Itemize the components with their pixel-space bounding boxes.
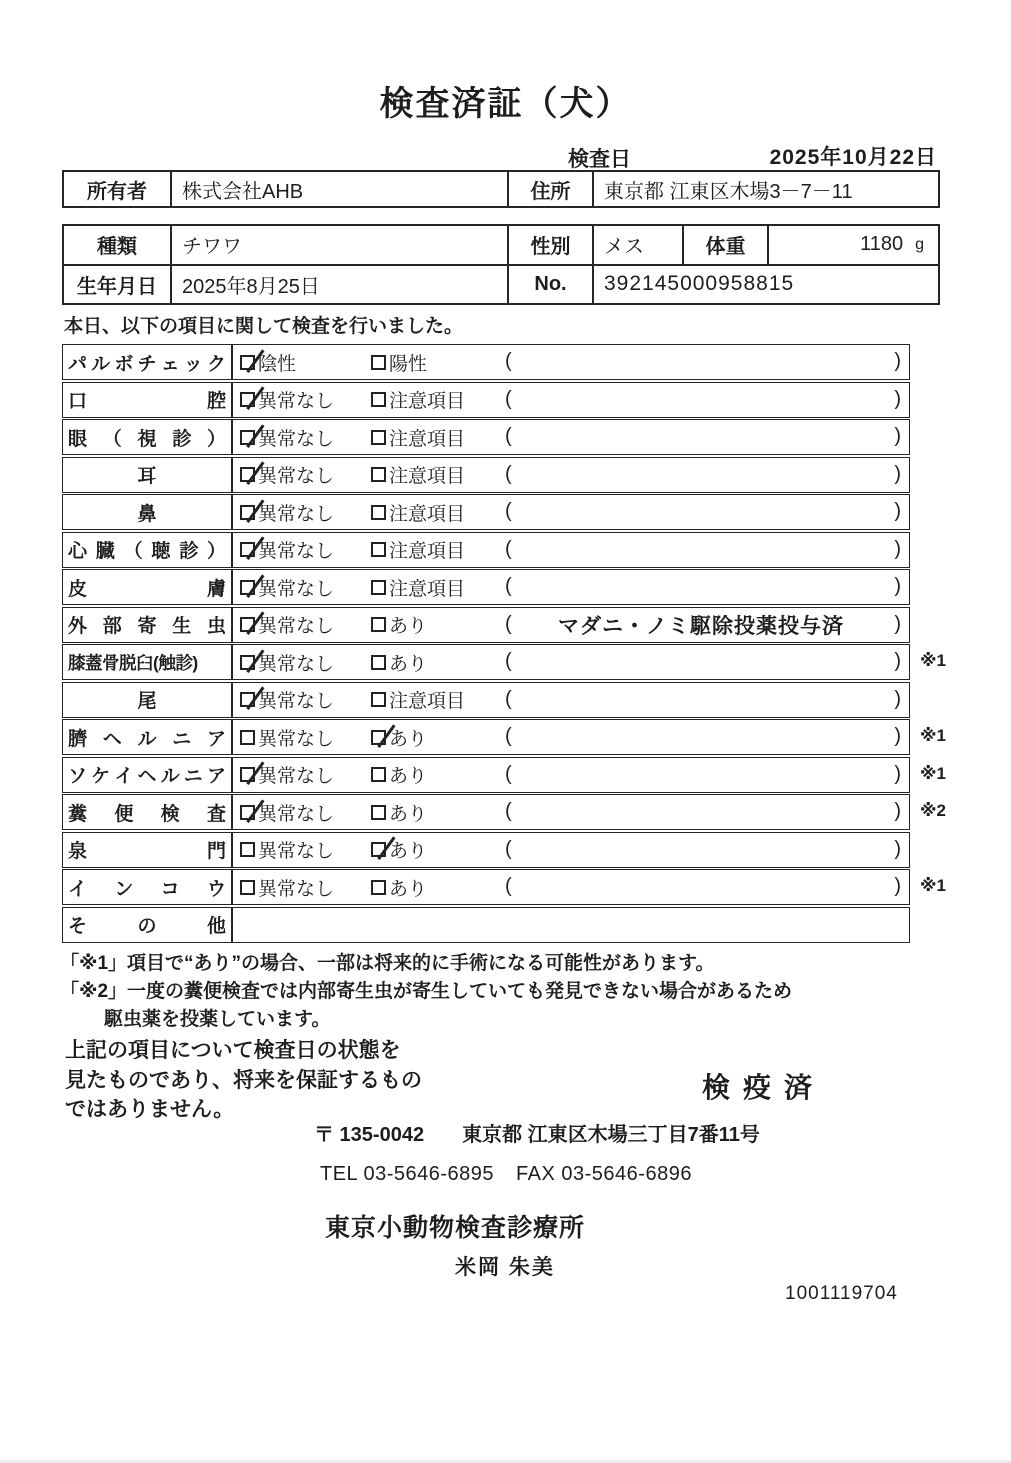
- item-name: [63, 720, 233, 754]
- checklist-row: [62, 719, 946, 755]
- clinic-address: 東京都 江東区木場三丁目7番11号: [462, 1124, 760, 1146]
- item-name-char: ヘ: [137, 766, 157, 787]
- paren-open: (: [505, 350, 512, 372]
- checklist-row: [62, 907, 910, 943]
- paren-open: (: [505, 650, 512, 672]
- item-name-char: 検: [160, 803, 180, 825]
- option: [240, 383, 334, 417]
- option-label: 陰性: [258, 353, 297, 375]
- ref-mark: ※1: [920, 726, 946, 745]
- option: [240, 458, 334, 492]
- item-options: [233, 345, 909, 379]
- option-label: 異常なし: [258, 878, 335, 900]
- option: [371, 683, 465, 717]
- option: [371, 795, 427, 829]
- checklist-row: [62, 757, 946, 793]
- item-name: [63, 683, 233, 717]
- checklist-row: [62, 494, 910, 530]
- checkbox-checked: [240, 617, 255, 632]
- clinic-tel: TEL 03-5646-6895: [320, 1163, 495, 1185]
- checkbox-unchecked: [371, 880, 386, 895]
- checkbox-checked: [240, 767, 255, 782]
- item-options: [233, 795, 909, 829]
- checkbox-checked: [240, 805, 255, 820]
- birth-value: 2025年8月25日: [170, 266, 507, 304]
- item-name-char: ル: [137, 728, 157, 750]
- paren-open: (: [505, 875, 512, 897]
- option: [371, 533, 465, 567]
- item-name-char: ソ: [68, 766, 88, 787]
- paren-close: ): [894, 837, 901, 860]
- checklist-row: [62, 607, 910, 643]
- ref-mark: ※1: [920, 651, 946, 670]
- option: [240, 758, 334, 792]
- item-name: [63, 758, 233, 792]
- option-label: 異常なし: [258, 841, 335, 862]
- checkbox-checked: [240, 542, 255, 557]
- ref-mark: ※1: [920, 763, 946, 783]
- paren-open: (: [505, 725, 512, 747]
- item-name-char: 皮: [68, 578, 88, 600]
- paren-open: (: [505, 687, 512, 710]
- item-name-char: 生: [172, 616, 192, 637]
- item-name-char: の: [137, 916, 157, 937]
- owner-table: [62, 170, 940, 208]
- owner-value: 株式会社AHB: [170, 172, 507, 206]
- footnotes: [60, 950, 792, 1034]
- item-name-char: 虫: [206, 616, 226, 637]
- item-name-char: ヘ: [102, 728, 122, 750]
- checkbox-unchecked: [371, 430, 386, 445]
- paren-open: (: [505, 425, 512, 447]
- item-name-char: そ: [68, 916, 88, 937]
- checkbox-unchecked: [371, 617, 386, 632]
- breed-row: [64, 226, 938, 264]
- ref-mark: ※1: [920, 876, 946, 895]
- item-name-char: ボ: [114, 353, 134, 375]
- item-name-char: 視: [137, 428, 157, 450]
- item-name-char: 耳: [137, 466, 157, 487]
- address-label: 住所: [507, 172, 592, 206]
- paren-open: (: [505, 537, 512, 560]
- option-label: 異常なし: [258, 616, 335, 637]
- item-name-char: 診: [172, 428, 192, 450]
- paren-close: ): [894, 725, 901, 747]
- clinic-name: 東京小動物検査診療所: [325, 1214, 586, 1242]
- item-name-char: （: [102, 428, 122, 450]
- item-name-char: イ: [114, 766, 134, 787]
- item-name-char: イ: [68, 878, 88, 900]
- address-value: 東京都 江東区木場3－7－11: [592, 172, 938, 206]
- checklist-row: [62, 457, 910, 493]
- disclaimer: [65, 1036, 422, 1125]
- paren-close: ): [894, 462, 901, 485]
- paren-open: (: [505, 612, 512, 635]
- item-name-char: 膚: [206, 578, 226, 600]
- vet-name: 米岡 朱美: [455, 1256, 555, 1279]
- option: [240, 345, 296, 379]
- paren-open: (: [505, 800, 512, 822]
- breed-label: 種類: [97, 236, 137, 259]
- paren-open: (: [505, 462, 512, 485]
- checkbox-checked: [240, 355, 255, 370]
- paren-note: マダニ・ノミ駆除投薬投与済: [558, 614, 844, 638]
- checkbox-unchecked: [240, 730, 255, 745]
- weight-unit: g: [915, 235, 924, 253]
- option: [240, 645, 334, 679]
- checklist-row: [62, 832, 910, 868]
- item-name-char: 泉: [68, 841, 88, 862]
- option-label: 異常なし: [258, 391, 335, 412]
- paren-open: (: [505, 762, 512, 785]
- item-name-char: ッ: [183, 353, 203, 375]
- option-label: 注意項目: [389, 503, 466, 525]
- item-name-char: 査: [206, 803, 226, 825]
- item-name-char: 膝蓋骨脱臼(触診): [68, 652, 198, 673]
- disclaimer-line1: 上記の項目について検査日の状態を: [65, 1039, 401, 1062]
- checkbox-checked: [371, 842, 386, 857]
- footnote-1: 「※1」項目で“あり”の場合、一部は将来的に手術になる可能性があります。: [60, 953, 715, 974]
- owner-row: [64, 172, 938, 206]
- item-options: [233, 533, 909, 567]
- item-name-char: パ: [68, 353, 88, 375]
- option-label: 陽性: [389, 353, 428, 375]
- item-options: [233, 608, 909, 642]
- checkbox-unchecked: [371, 392, 386, 407]
- serial-number: 1001119704: [785, 1283, 898, 1304]
- option-label: あり: [389, 803, 428, 825]
- birth-label: 生年月日: [77, 275, 157, 298]
- item-name: [63, 458, 233, 492]
- option-label: 異常なし: [258, 503, 335, 525]
- option: [240, 608, 334, 642]
- option: [240, 420, 334, 454]
- item-name-char: 部: [102, 616, 122, 637]
- item-name: [63, 345, 233, 379]
- checklist-row: [62, 682, 910, 718]
- animal-table: [62, 224, 940, 305]
- intro-sentence: 本日、以下の項目に関して検査を行いました。: [64, 316, 464, 337]
- no-label: No.: [507, 266, 592, 304]
- item-name-char: 寄: [137, 616, 157, 637]
- item-options: [233, 720, 909, 754]
- option-label: 異常なし: [258, 428, 335, 450]
- checkbox-checked: [240, 580, 255, 595]
- checkbox-unchecked: [371, 467, 386, 482]
- clinic-tel-line: [320, 1163, 692, 1186]
- item-name-char: ア: [206, 728, 226, 750]
- option: [371, 345, 427, 379]
- item-options: [233, 420, 909, 454]
- paren-close: ): [894, 762, 901, 785]
- clinic-postal-line: [314, 1118, 760, 1147]
- paren-close: ): [894, 387, 901, 410]
- option: [371, 420, 465, 454]
- scan-edge: [0, 1458, 1011, 1463]
- weight-label: 体重: [682, 226, 767, 264]
- item-name: [63, 383, 233, 417]
- clinic-fax: FAX 03-5646-6896: [516, 1163, 692, 1185]
- item-name: [63, 908, 233, 942]
- option-label: 異常なし: [258, 803, 335, 825]
- item-name: [63, 795, 233, 829]
- checkbox-checked: [240, 692, 255, 707]
- checkbox-checked: [240, 430, 255, 445]
- page-title: 検査済証（犬）: [379, 85, 632, 123]
- option-label: 注意項目: [389, 428, 466, 450]
- item-name-char: 腔: [206, 391, 226, 412]
- option: [371, 608, 427, 642]
- option: [240, 570, 334, 604]
- option-label: 異常なし: [258, 766, 335, 787]
- checkbox-checked: [240, 655, 255, 670]
- item-name-char: 門: [206, 841, 226, 862]
- item-name-char: ェ: [160, 353, 180, 375]
- paren-close: ): [894, 537, 901, 560]
- ref-mark: ※2: [920, 801, 946, 820]
- option: [240, 720, 334, 754]
- paren-close: ): [894, 500, 901, 522]
- item-options: [233, 458, 909, 492]
- footnote-2-line1: 「※2」一度の糞便検査では内部寄生虫が寄生していても発見できない場合があるため: [60, 981, 793, 1002]
- checkbox-checked: [240, 392, 255, 407]
- option: [240, 833, 334, 867]
- option-label: 異常なし: [258, 578, 335, 600]
- checklist-row: [62, 344, 910, 380]
- paren-open: (: [505, 575, 512, 597]
- option: [371, 870, 427, 904]
- paren-close: ): [894, 687, 901, 710]
- item-name-char: ル: [91, 353, 111, 375]
- no-value: 392145000958815: [592, 266, 938, 304]
- footnote-2-line2: 駆虫薬を投薬しています。: [104, 1009, 331, 1030]
- item-options: [233, 495, 909, 529]
- checkbox-unchecked: [371, 505, 386, 520]
- checklist-rows: [62, 344, 946, 944]
- item-name-char: 口: [68, 391, 88, 412]
- sex-value: メス: [592, 226, 682, 264]
- disclaimer-line3: ではありません。: [65, 1098, 235, 1121]
- checkbox-unchecked: [371, 767, 386, 782]
- item-name-char: ン: [114, 878, 134, 900]
- item-name-char: 眼: [68, 428, 88, 450]
- checkbox-unchecked: [371, 692, 386, 707]
- item-options: [233, 833, 909, 867]
- checkbox-unchecked: [371, 542, 386, 557]
- item-name-char: ク: [206, 353, 226, 375]
- checkbox-unchecked: [240, 880, 255, 895]
- checkbox-unchecked: [371, 580, 386, 595]
- birth-row: [64, 264, 938, 304]
- option-label: 異常なし: [258, 728, 335, 750]
- item-name: [63, 533, 233, 567]
- option-label: 異常なし: [258, 541, 335, 562]
- item-name-char: 尾: [137, 691, 157, 712]
- item-name-char: ウ: [206, 878, 226, 900]
- paren-close: ): [894, 800, 901, 822]
- checklist-row: [62, 794, 946, 830]
- item-name-char: 外: [68, 616, 88, 637]
- item-name-char: ア: [206, 766, 226, 787]
- option: [240, 870, 334, 904]
- checklist-row: [62, 569, 910, 605]
- item-name: [63, 420, 233, 454]
- item-name-char: 臓: [95, 541, 115, 562]
- item-name-char: 臍: [68, 728, 88, 750]
- paren-open: (: [505, 837, 512, 860]
- item-name-char: ）: [206, 541, 226, 562]
- checklist-row: [62, 419, 910, 455]
- option: [371, 383, 465, 417]
- option-label: 注意項目: [389, 391, 466, 412]
- owner-label: 所有者: [87, 180, 147, 203]
- option-label: あり: [389, 878, 428, 900]
- option-label: あり: [389, 653, 428, 675]
- paren-close: ): [894, 425, 901, 447]
- option-label: 異常なし: [258, 466, 335, 487]
- option-label: 注意項目: [389, 466, 466, 487]
- option: [240, 795, 334, 829]
- option-label: 注意項目: [389, 691, 466, 712]
- checklist-row: [62, 869, 946, 905]
- checkbox-unchecked: [371, 805, 386, 820]
- item-name-char: 鼻: [137, 503, 157, 525]
- inspection-date-label: 検査日: [568, 148, 631, 171]
- paren-close: ): [894, 350, 901, 372]
- weight-value: [767, 226, 938, 264]
- checkbox-unchecked: [371, 355, 386, 370]
- option-label: あり: [389, 841, 428, 862]
- checklist-row: [62, 382, 910, 418]
- item-name: [63, 570, 233, 604]
- paren-open: (: [505, 500, 512, 522]
- item-options: [233, 758, 909, 792]
- option: [240, 533, 334, 567]
- checkbox-checked: [371, 730, 386, 745]
- item-name-char: 聴: [151, 541, 171, 562]
- item-name-char: （: [123, 541, 143, 562]
- item-name-char: 心: [68, 541, 88, 562]
- checkbox-unchecked: [371, 655, 386, 670]
- paren-close: ): [894, 875, 901, 897]
- option-label: 注意項目: [389, 578, 466, 600]
- item-options: [233, 908, 909, 942]
- paren-open: (: [505, 387, 512, 410]
- option-label: あり: [389, 728, 428, 750]
- weight-number: 1180: [860, 233, 904, 256]
- option-label: あり: [389, 616, 428, 637]
- option-label: 異常なし: [258, 653, 335, 675]
- inspection-date-value: 2025年10月22日: [769, 146, 937, 169]
- option: [240, 683, 334, 717]
- postal-code: 〒 135-0042: [314, 1124, 425, 1146]
- item-name: [63, 608, 233, 642]
- item-name-char: コ: [160, 878, 180, 900]
- option: [371, 758, 427, 792]
- paren-close: ): [894, 650, 901, 672]
- checkbox-checked: [240, 505, 255, 520]
- option: [371, 645, 427, 679]
- item-name: [63, 833, 233, 867]
- option: [371, 833, 427, 867]
- option-label: 異常なし: [258, 691, 335, 712]
- item-name-char: ニ: [172, 728, 192, 750]
- item-name-char: ニ: [183, 766, 203, 787]
- item-name-char: ル: [160, 766, 180, 787]
- checklist-row: [62, 532, 910, 568]
- option: [240, 495, 334, 529]
- paren-close: ): [894, 575, 901, 597]
- disclaimer-line2: 見たものであり、将来を保証するもの: [65, 1068, 422, 1092]
- breed-value: チワワ: [170, 226, 507, 264]
- option: [371, 570, 465, 604]
- item-name-char: チ: [137, 353, 157, 375]
- item-options: [233, 383, 909, 417]
- item-name: [63, 870, 233, 904]
- option: [371, 720, 427, 754]
- item-name: [63, 495, 233, 529]
- item-name-char: 便: [114, 803, 134, 825]
- item-name-char: 他: [206, 916, 226, 937]
- item-name-char: 診: [179, 541, 199, 562]
- option-label: 注意項目: [389, 541, 466, 562]
- item-name-char: 糞: [68, 803, 88, 825]
- item-options: [233, 645, 909, 679]
- sex-label: 性別: [507, 226, 592, 264]
- item-options: [233, 570, 909, 604]
- checkbox-checked: [240, 467, 255, 482]
- item-name-char: ケ: [91, 766, 111, 787]
- option: [371, 495, 465, 529]
- checklist-row: [62, 644, 946, 680]
- item-name-char: ）: [206, 428, 226, 450]
- paren-close: ): [894, 612, 901, 635]
- option: [371, 458, 465, 492]
- quarantine-stamp: 検疫済: [702, 1072, 826, 1103]
- item-options: [233, 683, 909, 717]
- item-name: [63, 645, 233, 679]
- checkbox-unchecked: [240, 842, 255, 857]
- item-options: [233, 870, 909, 904]
- option-label: あり: [389, 766, 428, 787]
